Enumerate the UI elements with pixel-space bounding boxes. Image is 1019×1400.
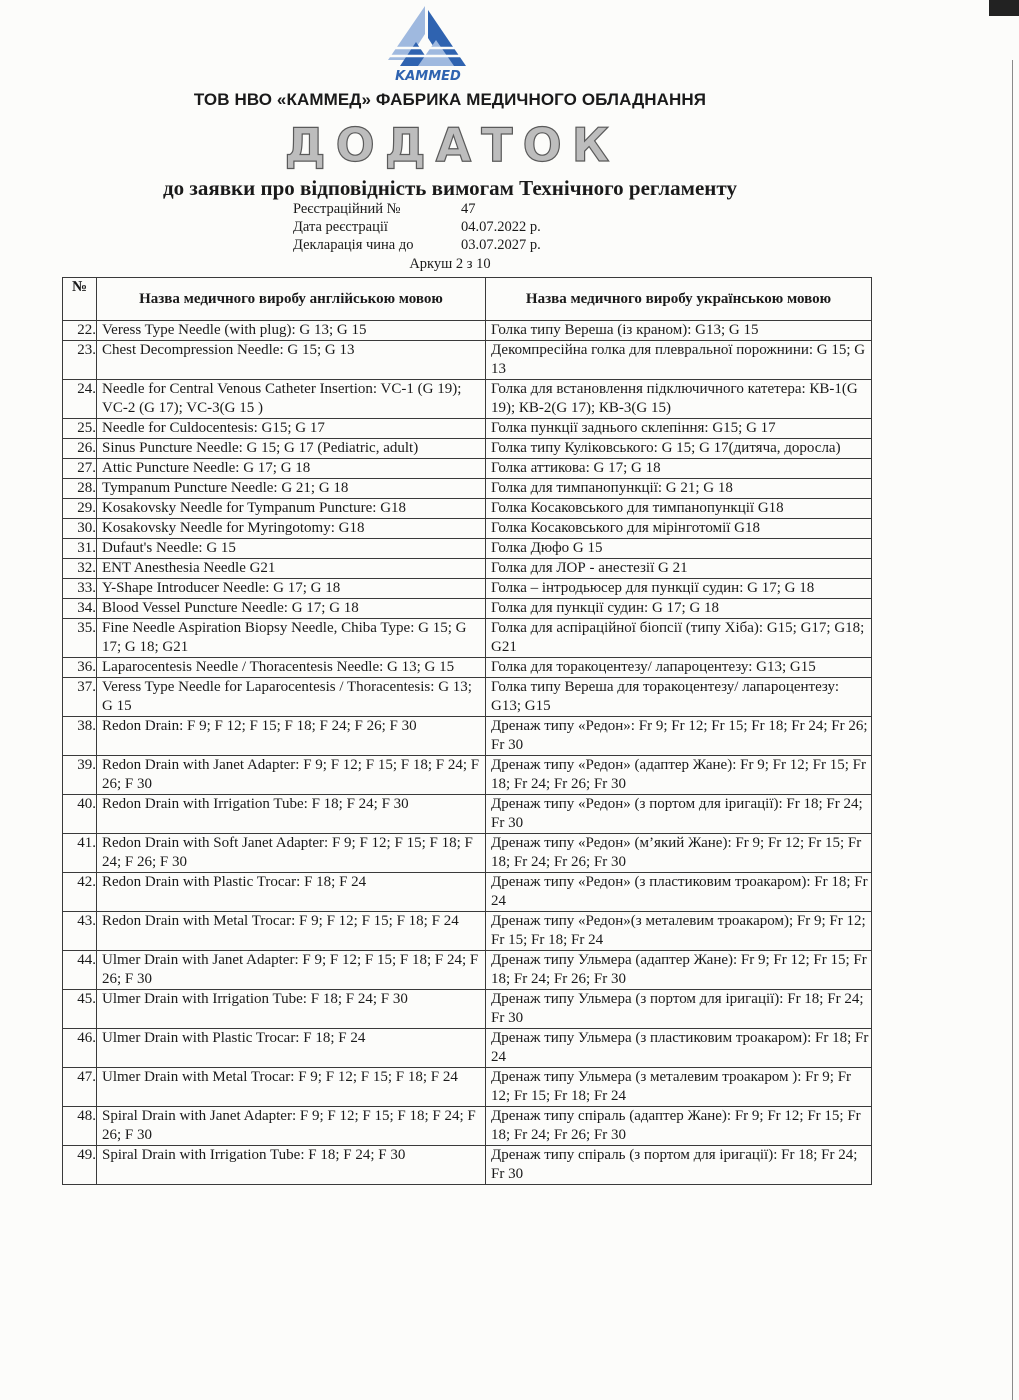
ukrainian-name-cell: Голка аттикова: G 17; G 18 [486, 459, 872, 479]
row-number: 29. [63, 499, 97, 519]
row-number: 23. [63, 341, 97, 380]
english-name-cell: Spiral Drain with Irrigation Tube: F 18; F 24; F 30 [97, 1146, 486, 1185]
english-name-cell: ENT Anesthesia Needle G21 [97, 559, 486, 579]
row-number: 40. [63, 795, 97, 834]
row-number: 22. [63, 321, 97, 341]
ukrainian-name-cell: Голка для торакоцентезу/ лапароцентезу: G13; G15 [486, 658, 872, 678]
english-name-cell: Needle for Culdocentesis: G15; G 17 [97, 419, 486, 439]
header-ukrainian-name: Назва медичного виробу українською мовою [486, 278, 872, 321]
table-row [63, 519, 872, 539]
english-name-cell: Ulmer Drain with Irrigation Tube: F 18; F 24; F 30 [97, 990, 486, 1029]
ukrainian-name-cell: Голка типу Вереша (із краном): G13; G 15 [486, 321, 872, 341]
row-number: 46. [63, 1029, 97, 1068]
table-row [63, 1029, 872, 1068]
row-number: 32. [63, 559, 97, 579]
meta-value: 47 [461, 201, 476, 217]
english-name-cell: Veress Type Needle for Laparocentesis / Thoracentesis: G 13; G 15 [97, 678, 486, 717]
english-name-cell: Attic Puncture Needle: G 17; G 18 [97, 459, 486, 479]
english-name-cell: Redon Drain with Soft Janet Adapter: F 9; F 12; F 15; F 18; F 24; F 26; F 30 [97, 834, 486, 873]
row-number: 48. [63, 1107, 97, 1146]
english-name-cell: Redon Drain: F 9; F 12; F 15; F 18; F 24; F 26; F 30 [97, 717, 486, 756]
table-row [63, 1146, 872, 1185]
english-name-cell: Redon Drain with Metal Trocar: F 9; F 12; F 15; F 18; F 24 [97, 912, 486, 951]
ukrainian-name-cell: Дренаж типу «Редон»: Fr 9; Fr 12; Fr 15; Fr 18; Fr 24; Fr 26; Fr 30 [486, 717, 872, 756]
table-row [63, 499, 872, 519]
table-row [63, 873, 872, 912]
english-name-cell: Ulmer Drain with Plastic Trocar: F 18; F 24 [97, 1029, 486, 1068]
row-number: 27. [63, 459, 97, 479]
english-name-cell: Redon Drain with Irrigation Tube: F 18; F 24; F 30 [97, 795, 486, 834]
row-number: 28. [63, 479, 97, 499]
device-table [62, 277, 872, 1185]
ukrainian-name-cell: Дренаж типу Ульмера (адаптер Жане): Fr 9; Fr 12; Fr 15; Fr 18; Fr 24; Fr 26; Fr 30 [486, 951, 872, 990]
table-row [63, 1107, 872, 1146]
ukrainian-name-cell: Дренаж типу спіраль (з портом для іригації): Fr 18; Fr 24; Fr 30 [486, 1146, 872, 1185]
english-name-cell: Ulmer Drain with Metal Trocar: F 9; F 12; F 15; F 18; F 24 [97, 1068, 486, 1107]
english-name-cell: Ulmer Drain with Janet Adapter: F 9; F 12; F 15; F 18; F 24; F 26; F 30 [97, 951, 486, 990]
english-name-cell: Redon Drain with Plastic Trocar: F 18; F 24 [97, 873, 486, 912]
sheet-number: Аркуш 2 з 10 [409, 256, 491, 272]
english-name-cell: Chest Decompression Needle: G 15; G 13 [97, 341, 486, 380]
table-row [63, 756, 872, 795]
row-number: 24. [63, 380, 97, 419]
table-row [63, 479, 872, 499]
ukrainian-name-cell: Дренаж типу «Редон» (з пластиковим троакаром): Fr 18; Fr 24 [486, 873, 872, 912]
document-title: ДОДАТОК [284, 118, 620, 172]
row-number: 34. [63, 599, 97, 619]
table-row [63, 321, 872, 341]
ukrainian-name-cell: Голка Косаковського для тимпанопункції G18 [486, 499, 872, 519]
meta-label: Декларація чина до [293, 237, 414, 253]
header-english-name: Назва медичного виробу англійською мовою [97, 278, 486, 321]
row-number: 47. [63, 1068, 97, 1107]
row-number: 49. [63, 1146, 97, 1185]
row-number: 35. [63, 619, 97, 658]
ukrainian-name-cell: Голка Дюфо G 15 [486, 539, 872, 559]
document-subtitle: до заявки про відповідність вимогам Технічного регламенту [163, 176, 737, 200]
table-row [63, 1068, 872, 1107]
table-row [63, 579, 872, 599]
row-number: 37. [63, 678, 97, 717]
ukrainian-name-cell: Дренаж типу «Редон»(з металевим троакаром); Fr 9; Fr 12; Fr 15; Fr 18; Fr 24 [486, 912, 872, 951]
english-name-cell: Tympanum Puncture Needle: G 21; G 18 [97, 479, 486, 499]
ukrainian-name-cell: Голка пункції заднього склепіння: G15; G 17 [486, 419, 872, 439]
row-number: 38. [63, 717, 97, 756]
english-name-cell: Spiral Drain with Janet Adapter: F 9; F 12; F 15; F 18; F 24; F 26; F 30 [97, 1107, 486, 1146]
ukrainian-name-cell: Голка для пункції судин: G 17; G 18 [486, 599, 872, 619]
meta-label: Дата реєстрації [293, 219, 388, 235]
english-name-cell: Blood Vessel Puncture Needle: G 17; G 18 [97, 599, 486, 619]
row-number: 30. [63, 519, 97, 539]
meta-value: 03.07.2027 р. [461, 237, 541, 253]
ukrainian-name-cell: Голка Косаковського для мірінготомії G18 [486, 519, 872, 539]
row-number: 39. [63, 756, 97, 795]
scan-edge-mark [989, 0, 1019, 16]
ukrainian-name-cell: Дренаж типу Ульмера (з пластиковим троакаром): Fr 18; Fr 24 [486, 1029, 872, 1068]
ukrainian-name-cell: Дренаж типу спіраль (адаптер Жане): Fr 9; Fr 12; Fr 15; Fr 18; Fr 24; Fr 26; Fr 30 [486, 1107, 872, 1146]
scan-edge-line [1012, 60, 1013, 1400]
meta-label: Реєстраційний № [293, 201, 401, 217]
ukrainian-name-cell: Голка – інтродьюсер для пункції судин: G 17; G 18 [486, 579, 872, 599]
table-row [63, 599, 872, 619]
table-row [63, 795, 872, 834]
table-row [63, 559, 872, 579]
ukrainian-name-cell: Голка для ЛОР - анестезії G 21 [486, 559, 872, 579]
table-row [63, 951, 872, 990]
english-name-cell: Sinus Puncture Needle: G 15; G 17 (Pediatric, adult) [97, 439, 486, 459]
meta-value: 04.07.2022 р. [461, 219, 541, 235]
english-name-cell: Dufaut's Needle: G 15 [97, 539, 486, 559]
row-number: 33. [63, 579, 97, 599]
row-number: 25. [63, 419, 97, 439]
english-name-cell: Laparocentesis Needle / Thoracentesis Needle: G 13; G 15 [97, 658, 486, 678]
english-name-cell: Needle for Central Venous Catheter Insertion: VC-1 (G 19); VC-2 (G 17); VC-3(G 15 ) [97, 380, 486, 419]
row-number: 26. [63, 439, 97, 459]
english-name-cell: Y-Shape Introducer Needle: G 17; G 18 [97, 579, 486, 599]
row-number: 44. [63, 951, 97, 990]
table-row [63, 619, 872, 658]
english-name-cell: Fine Needle Aspiration Biopsy Needle, Chiba Type: G 15; G 17; G 18; G21 [97, 619, 486, 658]
table-row [63, 678, 872, 717]
ukrainian-name-cell: Дренаж типу «Редон» (адаптер Жане): Fr 9; Fr 12; Fr 15; Fr 18; Fr 24; Fr 26; Fr 30 [486, 756, 872, 795]
ukrainian-name-cell: Декомпресійна голка для плевральної порожнини: G 15; G 13 [486, 341, 872, 380]
table-row [63, 341, 872, 380]
ukrainian-name-cell: Голка для тимпанопункції: G 21; G 18 [486, 479, 872, 499]
table-row [63, 834, 872, 873]
table-row [63, 439, 872, 459]
logo-text: KAMMED [395, 69, 461, 84]
ukrainian-name-cell: Дренаж типу «Редон» (м’який Жане): Fr 9; Fr 12; Fr 15; Fr 18; Fr 24; Fr 26; Fr 30 [486, 834, 872, 873]
ukrainian-name-cell: Дренаж типу Ульмера (з портом для іригації): Fr 18; Fr 24; Fr 30 [486, 990, 872, 1029]
row-number: 31. [63, 539, 97, 559]
table-row [63, 419, 872, 439]
company-name: ТОВ НВО «КАММЕД» ФАБРИКА МЕДИЧНОГО ОБЛАДНАННЯ [193, 90, 707, 109]
table-row [63, 658, 872, 678]
ukrainian-name-cell: Голка для аспіраційної біопсії (типу Хіба): G15; G17; G18; G21 [486, 619, 872, 658]
row-number: 45. [63, 990, 97, 1029]
ukrainian-name-cell: Голка типу Вереша для торакоцентезу/ лапароцентезу: G13; G15 [486, 678, 872, 717]
row-number: 42. [63, 873, 97, 912]
table-row [63, 539, 872, 559]
ukrainian-name-cell: Голка для встановлення підключичного катетера: КВ-1(G 19); КВ-2(G 17); КВ-3(G 15) [486, 380, 872, 419]
table-row [63, 912, 872, 951]
table-row [63, 990, 872, 1029]
english-name-cell: Redon Drain with Janet Adapter: F 9; F 12; F 15; F 18; F 24; F 26; F 30 [97, 756, 486, 795]
row-number: 41. [63, 834, 97, 873]
table-row [63, 380, 872, 419]
table-row [63, 459, 872, 479]
header-number: № [63, 278, 97, 321]
table-header-row [63, 278, 872, 321]
scan-edge [989, 0, 1019, 1400]
ukrainian-name-cell: Дренаж типу «Редон» (з портом для іригації): Fr 18; Fr 24; Fr 30 [486, 795, 872, 834]
ukrainian-name-cell: Голка типу Куліковського: G 15; G 17(дитяча, доросла) [486, 439, 872, 459]
english-name-cell: Veress Type Needle (with plug): G 13; G 15 [97, 321, 486, 341]
english-name-cell: Kosakovsky Needle for Myringotomy: G18 [97, 519, 486, 539]
table-row [63, 717, 872, 756]
row-number: 43. [63, 912, 97, 951]
kammed-logo [378, 4, 478, 84]
ukrainian-name-cell: Дренаж типу Ульмера (з металевим троакаром ): Fr 9; Fr 12; Fr 15; Fr 18; Fr 24 [486, 1068, 872, 1107]
row-number: 36. [63, 658, 97, 678]
english-name-cell: Kosakovsky Needle for Tympanum Puncture: G18 [97, 499, 486, 519]
